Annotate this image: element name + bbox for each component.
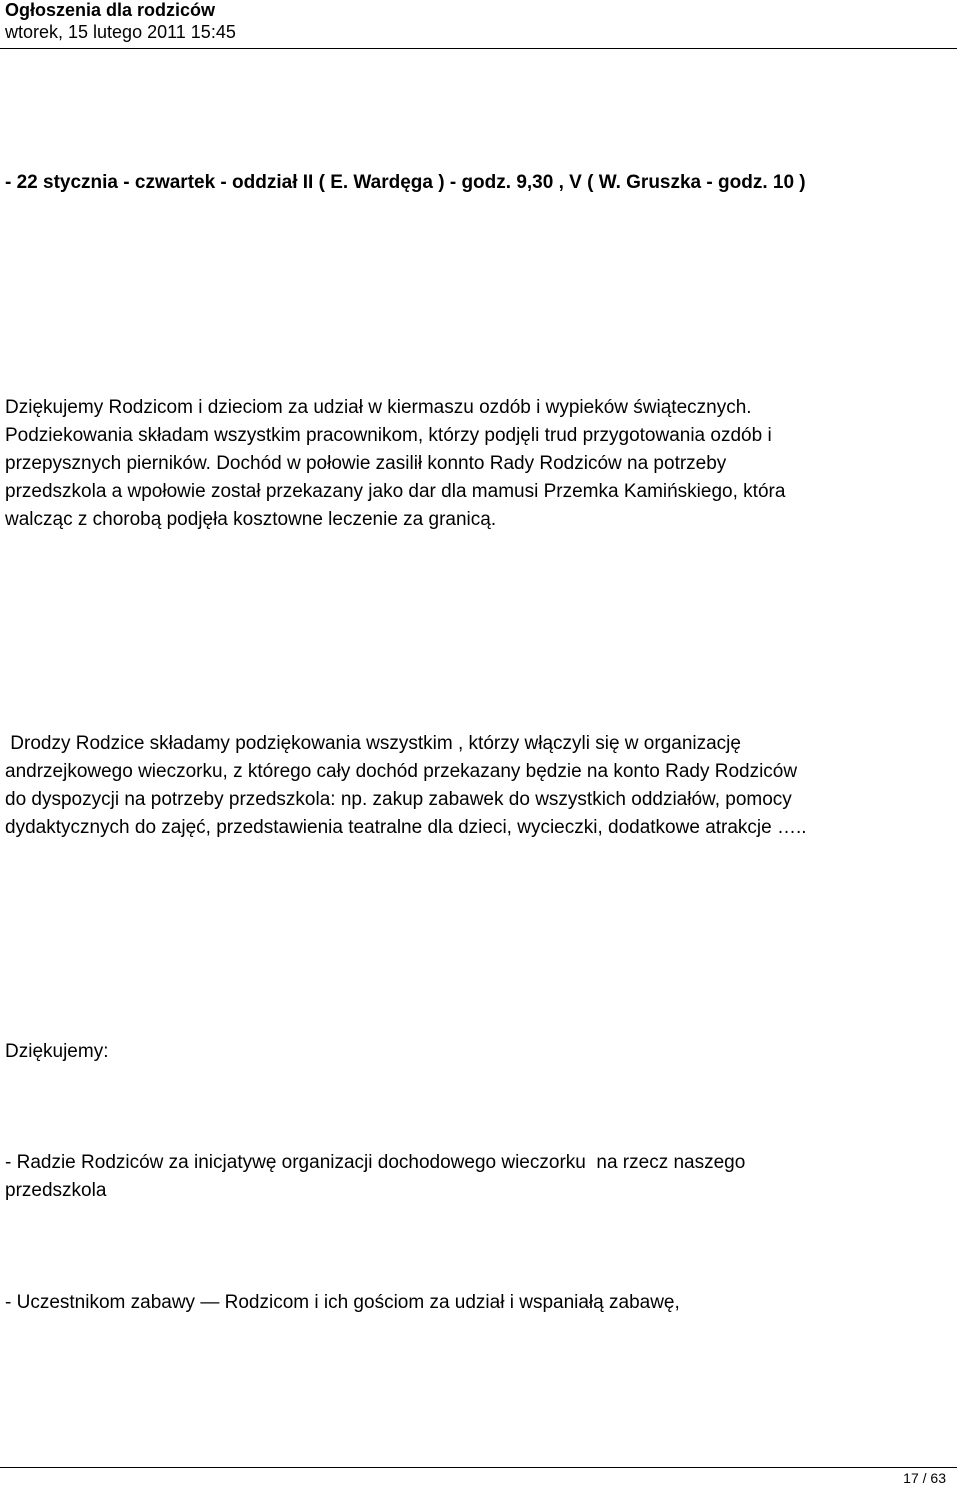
paragraph-line: - Radzie Rodziców za inicjatywę organizacji dochodowego wieczorku na rzecz naszego bbox=[5, 1152, 746, 1173]
page-number: 17 / 63 bbox=[903, 1470, 946, 1486]
footer-divider bbox=[0, 1467, 957, 1468]
paragraph-line: przepysznych pierników. Dochód w połowie zasilił konnto Rady Rodziców na potrzeby bbox=[5, 453, 727, 474]
schedule-paragraph bbox=[5, 169, 955, 197]
document-date: wtorek, 15 lutego 2011 15:45 bbox=[5, 22, 236, 42]
paragraph-line: Dziękujemy Rodzicom i dzieciom za udział w kiermaszu ozdób i wypieków świątecznych. bbox=[5, 397, 752, 418]
thanks-fair-paragraph bbox=[5, 394, 955, 534]
header-divider bbox=[0, 48, 957, 49]
paragraph-line: przedszkola bbox=[5, 1180, 107, 1201]
thanks-participants-item bbox=[5, 1289, 955, 1317]
paragraph-line: walcząc z chorobą podjęła kosztowne leczenie za granicą. bbox=[5, 509, 497, 530]
paragraph-line: andrzejkowego wieczorku, z którego cały dochód przekazany będzie na konto Rady Rodziców bbox=[5, 761, 798, 782]
thanks-parents-council-item bbox=[5, 1149, 955, 1205]
thanks-heading bbox=[5, 1038, 955, 1066]
paragraph-line: Drodzy Rodzice składamy podziękowania wszystkim , którzy włączyli się w organizację bbox=[5, 733, 741, 754]
paragraph-line: do dyspozycji na potrzeby przedszkola: np. zakup zabawek do wszystkich oddziałów, pomocy bbox=[5, 789, 792, 810]
paragraph-line: dydaktycznych do zajęć, przedstawienia teatralne dla dzieci, wycieczki, dodatkowe atrakcje ….. bbox=[5, 817, 807, 838]
thanks-evening-paragraph bbox=[5, 730, 955, 842]
paragraph-line: Podziekowania składam wszystkim pracownikom, którzy podjęli trud przygotowania ozdób i bbox=[5, 425, 772, 446]
paragraph-line: - Uczestnikom zabawy — Rodzicom i ich gościom za udział i wspaniałą zabawę, bbox=[5, 1292, 680, 1313]
paragraph-line: Dziękujemy: bbox=[5, 1041, 109, 1062]
paragraph-line: - 22 stycznia - czwartek - oddział II ( E. Wardęga ) - godz. 9,30 , V ( W. Gruszka - godz. 10 ) bbox=[5, 172, 806, 193]
document-title: Ogłoszenia dla rodziców bbox=[5, 0, 216, 20]
paragraph-line: przedszkola a wpołowie został przekazany jako dar dla mamusi Przemka Kamińskiego, która bbox=[5, 481, 786, 502]
